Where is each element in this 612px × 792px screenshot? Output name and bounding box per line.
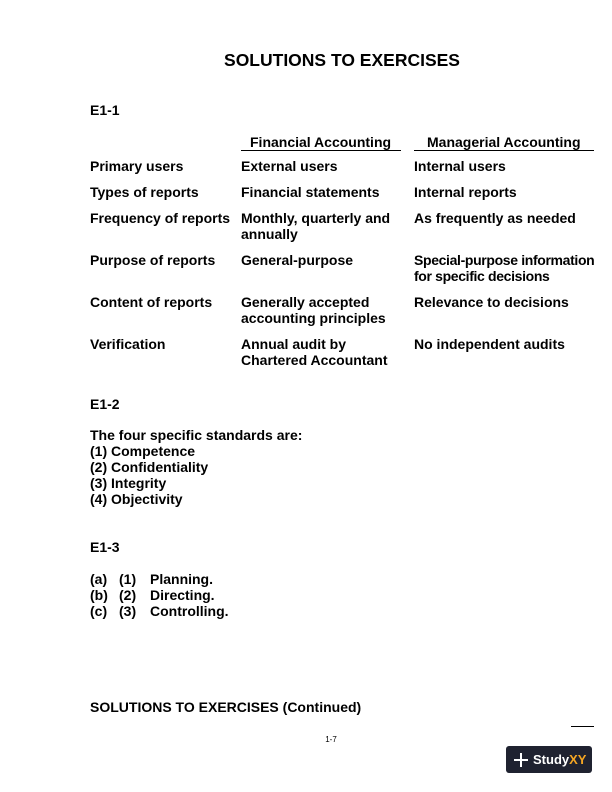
row-label: Primary users xyxy=(90,158,184,174)
managerial-cell-text: Special-purpose information xyxy=(414,252,595,268)
financial-cell-text: accounting principles xyxy=(241,310,386,326)
standard-item: (1) Competence xyxy=(90,443,196,459)
exercise-heading-e1-2: E1-2 xyxy=(90,396,120,412)
financial-cell-text: Annual audit by xyxy=(241,336,346,352)
function-item-letter: (a) xyxy=(90,571,108,587)
standard-item: (2) Confidentiality xyxy=(90,459,209,475)
continued-heading: SOLUTIONS TO EXERCISES (Continued) xyxy=(90,699,362,715)
function-item-letter: (b) xyxy=(90,587,108,603)
managerial-cell-text: Internal users xyxy=(414,158,506,174)
row-label: Purpose of reports xyxy=(90,252,216,268)
standard-item: (3) Integrity xyxy=(90,475,167,491)
studyxy-badge[interactable] xyxy=(506,746,592,773)
financial-cell-text: Financial statements xyxy=(241,184,380,200)
managerial-cell-text: Internal reports xyxy=(414,184,517,200)
managerial-cell-text: As frequently as needed xyxy=(414,210,576,226)
managerial-cell-text: No independent audits xyxy=(414,336,565,352)
exercise-heading-e1-1: E1-1 xyxy=(90,102,120,118)
footer-rule xyxy=(571,726,594,727)
column-header-managerial: Managerial Accounting xyxy=(427,134,581,150)
row-label: Frequency of reports xyxy=(90,210,231,226)
standards-intro: The four specific standards are: xyxy=(90,427,303,443)
managerial-cell-text: for specific decisions xyxy=(414,268,550,284)
row-label: Verification xyxy=(90,336,166,352)
plus-icon xyxy=(514,753,528,767)
managerial-cell-text: Relevance to decisions xyxy=(414,294,569,310)
financial-cell-text: General-purpose xyxy=(241,252,354,268)
row-label: Types of reports xyxy=(90,184,199,200)
financial-cell-text: Monthly, quarterly and xyxy=(241,210,391,226)
function-item-text: Directing. xyxy=(150,587,215,603)
function-item-text: Planning. xyxy=(150,571,213,587)
page-title: SOLUTIONS TO EXERCISES xyxy=(224,50,460,70)
header-underline-financial xyxy=(241,150,401,151)
standard-item: (4) Objectivity xyxy=(90,491,183,507)
function-item-num: (1) xyxy=(119,571,137,587)
function-item-text: Controlling. xyxy=(150,603,229,619)
function-item-num: (3) xyxy=(119,603,137,619)
financial-cell-text: Chartered Accountant xyxy=(241,352,388,368)
badge-xy-text: XY xyxy=(569,752,587,767)
page-number: 1-7 xyxy=(325,735,337,744)
financial-cell-text: Generally accepted xyxy=(241,294,370,310)
function-item-letter: (c) xyxy=(90,603,108,619)
exercise-heading-e1-3: E1-3 xyxy=(90,539,120,555)
badge-study-text: Study xyxy=(533,752,570,767)
financial-cell-text: annually xyxy=(241,226,298,242)
financial-cell-text: External users xyxy=(241,158,338,174)
header-underline-managerial xyxy=(414,150,594,151)
row-label: Content of reports xyxy=(90,294,213,310)
function-item-num: (2) xyxy=(119,587,137,603)
column-header-financial: Financial Accounting xyxy=(250,134,392,150)
